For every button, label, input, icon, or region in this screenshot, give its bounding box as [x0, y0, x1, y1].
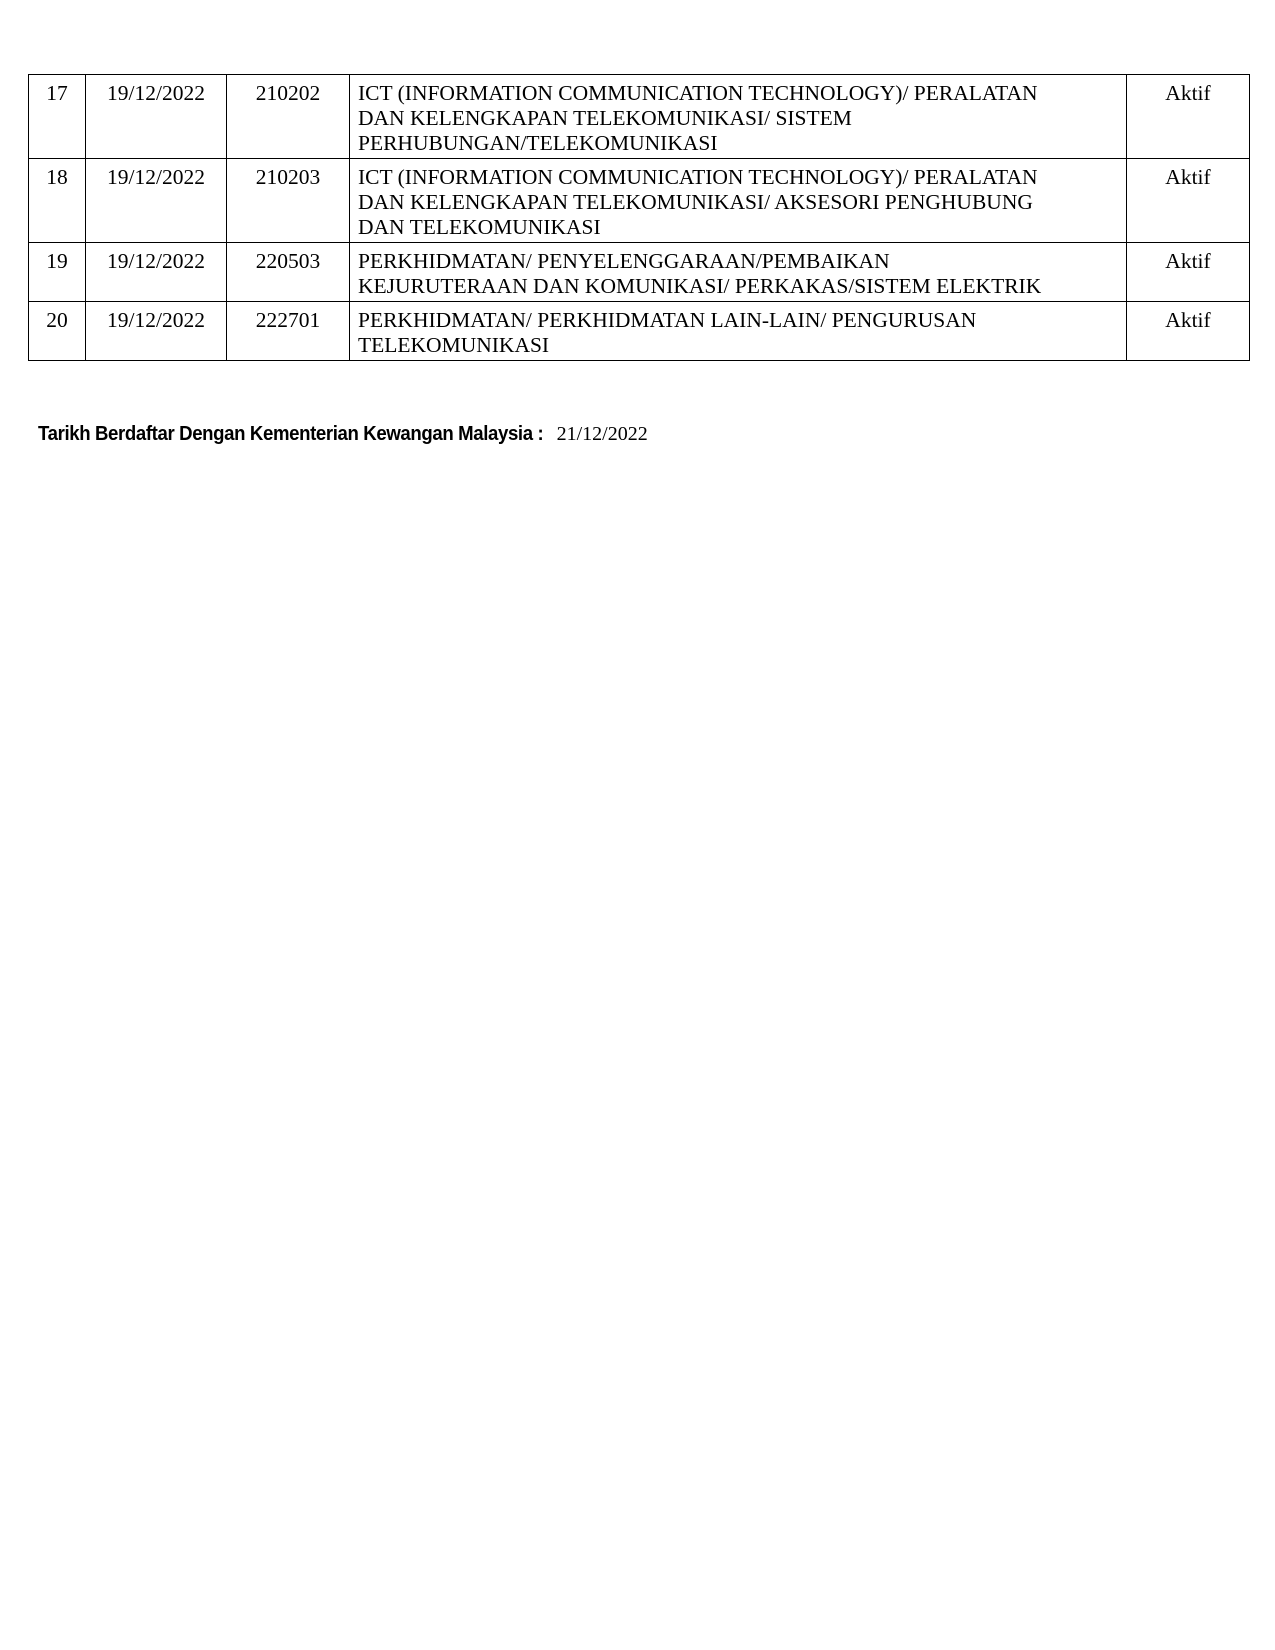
- description-line: PERKHIDMATAN/ PENYELENGGARAAN/PEMBAIKAN: [358, 249, 890, 273]
- description-line: PERHUBUNGAN/TELEKOMUNIKASI: [358, 131, 718, 155]
- row-number: 19: [29, 243, 86, 302]
- description-line: DAN KELENGKAPAN TELEKOMUNIKASI/ AKSESORI PENGHUBUNG: [358, 190, 1033, 214]
- description-line: DAN TELEKOMUNIKASI: [358, 215, 601, 239]
- row-date: 19/12/2022: [86, 302, 227, 361]
- row-status: Aktif: [1127, 302, 1250, 361]
- row-status: Aktif: [1127, 75, 1250, 159]
- table-row: [29, 75, 1250, 159]
- description-line: DAN KELENGKAPAN TELEKOMUNIKASI/ SISTEM: [358, 106, 852, 130]
- table-row: [29, 302, 1250, 361]
- row-number: 18: [29, 159, 86, 243]
- row-status: Aktif: [1127, 243, 1250, 302]
- row-code: 210203: [227, 159, 350, 243]
- row-description: [350, 159, 1127, 243]
- registration-date-line: [38, 420, 648, 447]
- row-description: [350, 75, 1127, 159]
- registration-date-value: 21/12/2022: [556, 423, 648, 445]
- row-status: Aktif: [1127, 159, 1250, 243]
- row-code: 222701: [227, 302, 350, 361]
- registration-codes-table: [28, 74, 1250, 361]
- row-description: [350, 302, 1127, 361]
- description-line: PERKHIDMATAN/ PERKHIDMATAN LAIN-LAIN/ PENGURUSAN: [358, 308, 977, 332]
- description-line: TELEKOMUNIKASI: [358, 333, 550, 357]
- row-description: [350, 243, 1127, 302]
- table-row: [29, 159, 1250, 243]
- row-number: 17: [29, 75, 86, 159]
- description-line: ICT (INFORMATION COMMUNICATION TECHNOLOGY)/ PERALATAN: [358, 81, 1038, 105]
- row-date: 19/12/2022: [86, 243, 227, 302]
- row-date: 19/12/2022: [86, 159, 227, 243]
- table-row: [29, 243, 1250, 302]
- row-number: 20: [29, 302, 86, 361]
- row-code: 220503: [227, 243, 350, 302]
- row-code: 210202: [227, 75, 350, 159]
- registration-date-label: Tarikh Berdaftar Dengan Kementerian Kewangan Malaysia :: [38, 423, 544, 445]
- description-line: KEJURUTERAAN DAN KOMUNIKASI/ PERKAKAS/SISTEM ELEKTRIK: [358, 274, 1042, 298]
- row-date: 19/12/2022: [86, 75, 227, 159]
- description-line: ICT (INFORMATION COMMUNICATION TECHNOLOGY)/ PERALATAN: [358, 165, 1038, 189]
